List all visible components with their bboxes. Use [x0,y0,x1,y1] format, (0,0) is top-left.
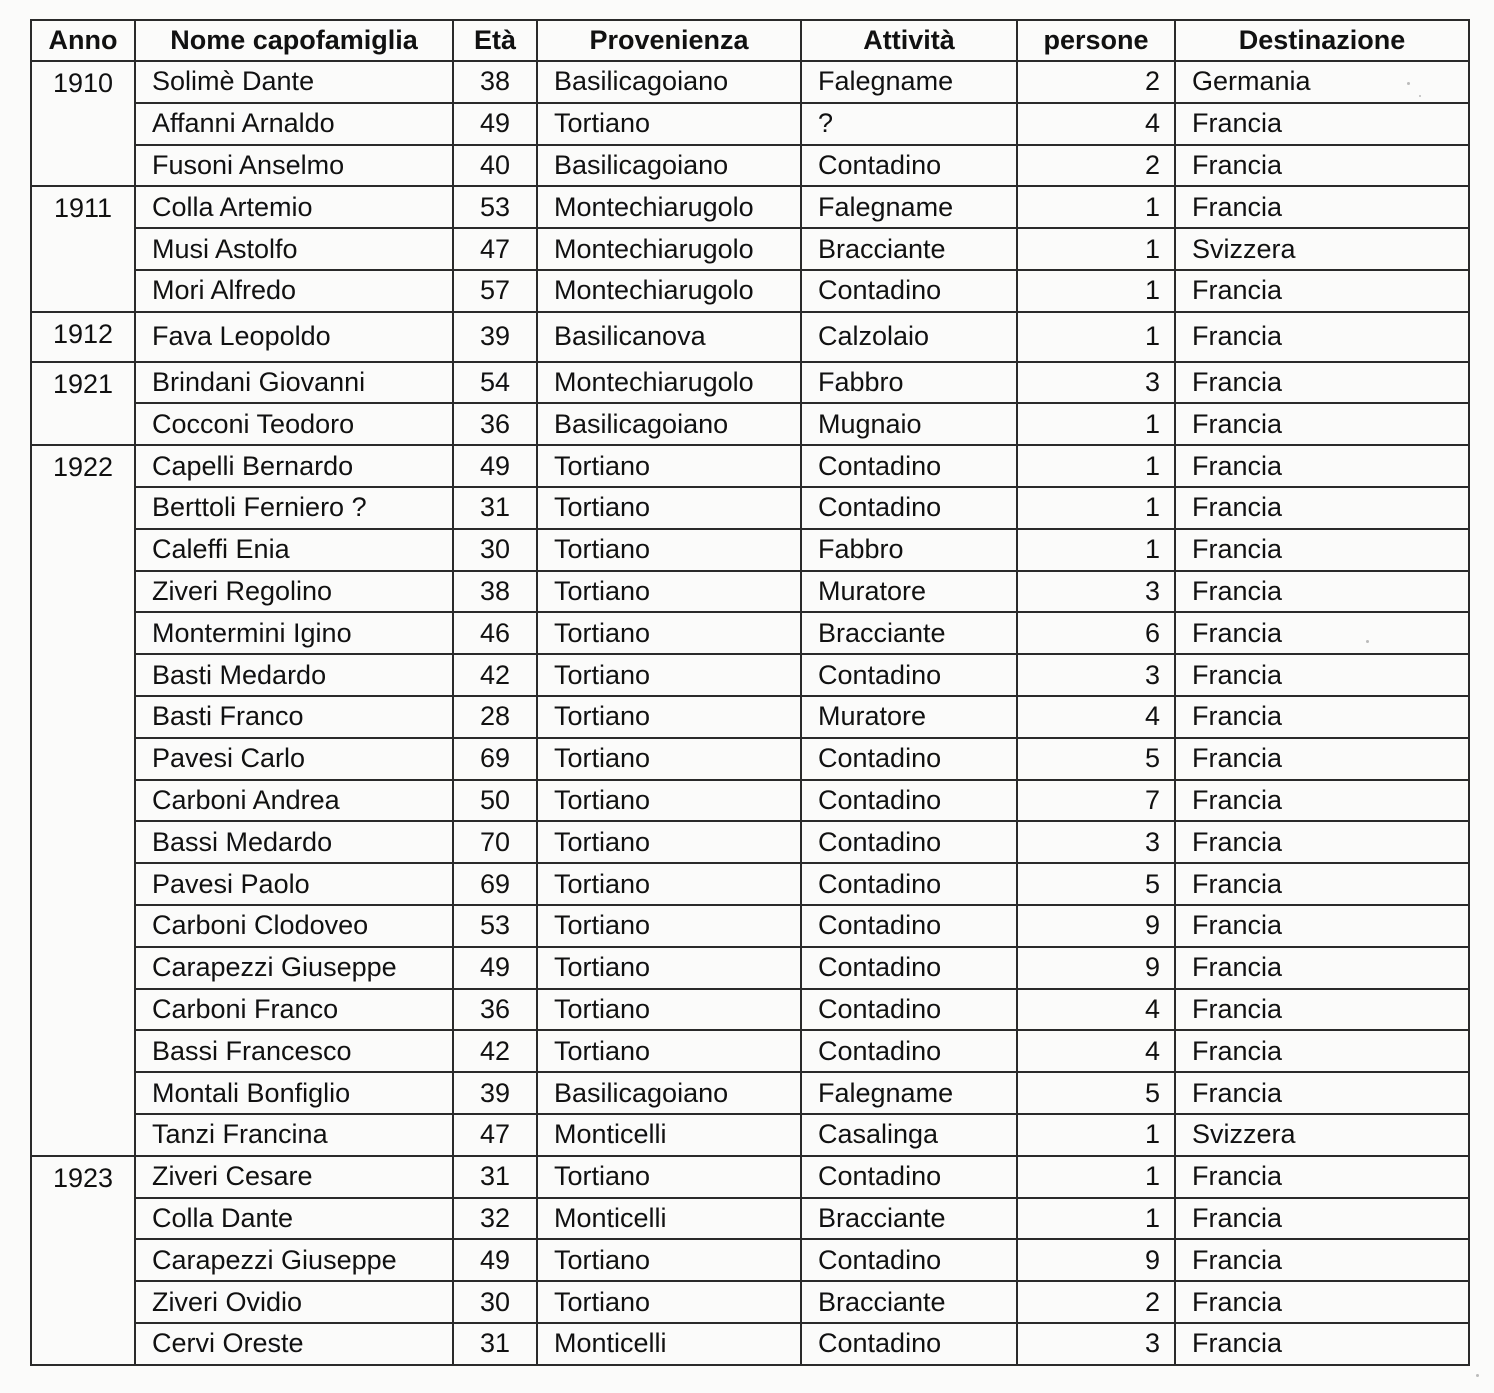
table-row [31,612,1469,654]
cell-eta: 38 [453,61,537,103]
table-row [31,1114,1469,1156]
cell-nome: Pavesi Carlo [135,738,453,780]
cell-eta: 47 [453,1114,537,1156]
header-anno: Anno [31,20,135,61]
table-row [31,738,1469,780]
table-row [31,654,1469,696]
cell-eta: 30 [453,529,537,571]
cell-eta: 40 [453,145,537,187]
cell-eta: 31 [453,1323,537,1365]
cell-eta: 38 [453,571,537,613]
cell-persone: 3 [1017,821,1175,863]
cell-destinazione: Francia [1175,1281,1469,1323]
scan-speck [1476,1374,1479,1377]
table-row [31,362,1469,404]
cell-destinazione: Francia [1175,989,1469,1031]
table-row [31,312,1469,362]
cell-provenienza: Tortiano [537,1156,801,1198]
cell-attivita: Calzolaio [801,312,1017,362]
cell-attivita: Muratore [801,696,1017,738]
cell-destinazione: Francia [1175,612,1469,654]
cell-persone: 6 [1017,612,1175,654]
cell-attivita: Falegname [801,186,1017,228]
cell-eta: 36 [453,403,537,445]
cell-attivita: Bracciante [801,1198,1017,1240]
cell-persone: 7 [1017,780,1175,822]
cell-destinazione: Svizzera [1175,1114,1469,1156]
cell-destinazione: Francia [1175,445,1469,487]
cell-persone: 1 [1017,529,1175,571]
cell-eta: 50 [453,780,537,822]
cell-provenienza: Basilicagoiano [537,61,801,103]
cell-attivita: Contadino [801,487,1017,529]
cell-eta: 70 [453,821,537,863]
cell-destinazione: Francia [1175,947,1469,989]
cell-destinazione: Francia [1175,654,1469,696]
cell-attivita: Contadino [801,445,1017,487]
cell-anno: 1921 [31,362,135,446]
table-row [31,61,1469,103]
cell-provenienza: Tortiano [537,947,801,989]
cell-nome: Ziveri Ovidio [135,1281,453,1323]
cell-attivita: Bracciante [801,612,1017,654]
table-row [31,1156,1469,1198]
table-row [31,1323,1469,1365]
cell-provenienza: Montechiarugolo [537,270,801,312]
cell-persone: 3 [1017,571,1175,613]
cell-persone: 3 [1017,362,1175,404]
cell-attivita: Bracciante [801,1281,1017,1323]
table-body [31,61,1469,1365]
table-row [31,445,1469,487]
cell-eta: 49 [453,1239,537,1281]
cell-destinazione: Francia [1175,1156,1469,1198]
cell-nome: Basti Medardo [135,654,453,696]
table-row [31,821,1469,863]
cell-nome: Carboni Franco [135,989,453,1031]
cell-eta: 53 [453,186,537,228]
cell-eta: 36 [453,989,537,1031]
cell-provenienza: Tortiano [537,103,801,145]
cell-provenienza: Tortiano [537,863,801,905]
cell-attivita: ? [801,103,1017,145]
cell-eta: 39 [453,1072,537,1114]
cell-destinazione: Francia [1175,103,1469,145]
cell-attivita: Contadino [801,1030,1017,1072]
table-header [31,20,1469,61]
cell-nome: Solimè Dante [135,61,453,103]
cell-destinazione: Francia [1175,145,1469,187]
cell-provenienza: Tortiano [537,571,801,613]
cell-eta: 42 [453,654,537,696]
cell-nome: Basti Franco [135,696,453,738]
cell-eta: 39 [453,312,537,362]
cell-anno: 1923 [31,1156,135,1365]
cell-destinazione: Francia [1175,529,1469,571]
cell-nome: Caleffi Enia [135,529,453,571]
cell-provenienza: Basilicagoiano [537,1072,801,1114]
table-row [31,103,1469,145]
cell-attivita: Contadino [801,1239,1017,1281]
cell-provenienza: Basilicagoiano [537,145,801,187]
cell-nome: Carapezzi Giuseppe [135,1239,453,1281]
cell-destinazione: Francia [1175,863,1469,905]
cell-persone: 1 [1017,487,1175,529]
cell-destinazione: Francia [1175,780,1469,822]
cell-provenienza: Tortiano [537,529,801,571]
cell-provenienza: Monticelli [537,1114,801,1156]
cell-persone: 4 [1017,696,1175,738]
cell-attivita: Fabbro [801,362,1017,404]
cell-provenienza: Tortiano [537,654,801,696]
cell-nome: Colla Dante [135,1198,453,1240]
cell-provenienza: Tortiano [537,1239,801,1281]
table-row [31,529,1469,571]
cell-persone: 2 [1017,1281,1175,1323]
cell-nome: Tanzi Francina [135,1114,453,1156]
cell-attivita: Falegname [801,61,1017,103]
cell-nome: Cervi Oreste [135,1323,453,1365]
table-row [31,1239,1469,1281]
cell-attivita: Contadino [801,654,1017,696]
table-row [31,571,1469,613]
cell-provenienza: Basilicanova [537,312,801,362]
cell-nome: Fusoni Anselmo [135,145,453,187]
header-row [31,20,1469,61]
header-attivita: Attività [801,20,1017,61]
cell-eta: 46 [453,612,537,654]
cell-provenienza: Tortiano [537,738,801,780]
cell-eta: 30 [453,1281,537,1323]
header-provenienza: Provenienza [537,20,801,61]
cell-nome: Carboni Clodoveo [135,905,453,947]
cell-persone: 1 [1017,1156,1175,1198]
cell-destinazione: Francia [1175,362,1469,404]
cell-nome: Mori Alfredo [135,270,453,312]
cell-attivita: Contadino [801,1156,1017,1198]
cell-nome: Brindani Giovanni [135,362,453,404]
cell-attivita: Contadino [801,863,1017,905]
cell-attivita: Falegname [801,1072,1017,1114]
cell-persone: 4 [1017,989,1175,1031]
cell-provenienza: Tortiano [537,821,801,863]
cell-provenienza: Monticelli [537,1198,801,1240]
cell-provenienza: Tortiano [537,445,801,487]
cell-provenienza: Tortiano [537,487,801,529]
cell-attivita: Contadino [801,145,1017,187]
cell-attivita: Contadino [801,1323,1017,1365]
cell-persone: 1 [1017,186,1175,228]
table-row [31,403,1469,445]
cell-persone: 2 [1017,61,1175,103]
cell-eta: 69 [453,863,537,905]
cell-nome: Montermini Igino [135,612,453,654]
table-row [31,863,1469,905]
cell-eta: 49 [453,947,537,989]
cell-persone: 4 [1017,103,1175,145]
cell-nome: Montali Bonfiglio [135,1072,453,1114]
cell-nome: Bassi Francesco [135,1030,453,1072]
cell-persone: 3 [1017,1323,1175,1365]
cell-nome: Carapezzi Giuseppe [135,947,453,989]
cell-provenienza: Tortiano [537,780,801,822]
cell-attivita: Casalinga [801,1114,1017,1156]
cell-nome: Affanni Arnaldo [135,103,453,145]
table-row [31,487,1469,529]
cell-persone: 4 [1017,1030,1175,1072]
cell-attivita: Contadino [801,270,1017,312]
cell-provenienza: Basilicagoiano [537,403,801,445]
cell-attivita: Contadino [801,989,1017,1031]
cell-destinazione: Francia [1175,738,1469,780]
cell-eta: 32 [453,1198,537,1240]
cell-attivita: Fabbro [801,529,1017,571]
table-row [31,780,1469,822]
cell-destinazione: Francia [1175,487,1469,529]
cell-nome: Carboni Andrea [135,780,453,822]
cell-nome: Ziveri Cesare [135,1156,453,1198]
cell-nome: Musi Astolfo [135,228,453,270]
cell-eta: 31 [453,1156,537,1198]
table-row [31,270,1469,312]
cell-destinazione: Francia [1175,1198,1469,1240]
cell-attivita: Contadino [801,947,1017,989]
cell-attivita: Contadino [801,821,1017,863]
cell-eta: 49 [453,445,537,487]
cell-persone: 2 [1017,145,1175,187]
cell-persone: 1 [1017,228,1175,270]
cell-destinazione: Francia [1175,1072,1469,1114]
cell-provenienza: Tortiano [537,1281,801,1323]
cell-persone: 1 [1017,1114,1175,1156]
cell-provenienza: Tortiano [537,612,801,654]
cell-anno: 1912 [31,312,135,362]
cell-provenienza: Montechiarugolo [537,362,801,404]
cell-nome: Fava Leopoldo [135,312,453,362]
cell-destinazione: Francia [1175,1323,1469,1365]
cell-persone: 9 [1017,1239,1175,1281]
cell-destinazione: Francia [1175,905,1469,947]
cell-destinazione: Francia [1175,312,1469,362]
cell-destinazione: Francia [1175,571,1469,613]
cell-attivita: Mugnaio [801,403,1017,445]
cell-destinazione: Germania [1175,61,1469,103]
cell-eta: 28 [453,696,537,738]
cell-persone: 1 [1017,1198,1175,1240]
table-row [31,905,1469,947]
cell-persone: 5 [1017,1072,1175,1114]
header-destinazione: Destinazione [1175,20,1469,61]
cell-persone: 5 [1017,863,1175,905]
cell-nome: Cocconi Teodoro [135,403,453,445]
emigration-table [30,19,1470,1366]
header-persone: persone [1017,20,1175,61]
cell-anno: 1922 [31,445,135,1156]
cell-persone: 1 [1017,445,1175,487]
table-row [31,947,1469,989]
table-row [31,186,1469,228]
cell-nome: Colla Artemio [135,186,453,228]
cell-destinazione: Francia [1175,403,1469,445]
cell-attivita: Contadino [801,905,1017,947]
cell-persone: 9 [1017,905,1175,947]
cell-eta: 42 [453,1030,537,1072]
table-row [31,1030,1469,1072]
table-row [31,989,1469,1031]
cell-provenienza: Tortiano [537,696,801,738]
cell-persone: 5 [1017,738,1175,780]
cell-eta: 49 [453,103,537,145]
cell-persone: 1 [1017,403,1175,445]
cell-nome: Berttoli Ferniero ? [135,487,453,529]
table-row [31,1281,1469,1323]
cell-nome: Bassi Medardo [135,821,453,863]
cell-anno: 1911 [31,186,135,311]
cell-attivita: Contadino [801,780,1017,822]
table-row [31,145,1469,187]
table-row [31,696,1469,738]
cell-destinazione: Svizzera [1175,228,1469,270]
cell-attivita: Muratore [801,571,1017,613]
cell-provenienza: Monticelli [537,1323,801,1365]
cell-anno: 1910 [31,61,135,186]
header-nome: Nome capofamiglia [135,20,453,61]
cell-destinazione: Francia [1175,1239,1469,1281]
cell-destinazione: Francia [1175,270,1469,312]
cell-nome: Ziveri Regolino [135,571,453,613]
cell-eta: 57 [453,270,537,312]
cell-persone: 1 [1017,270,1175,312]
cell-persone: 1 [1017,312,1175,362]
cell-attivita: Bracciante [801,228,1017,270]
table-row [31,1198,1469,1240]
cell-destinazione: Francia [1175,1030,1469,1072]
cell-provenienza: Montechiarugolo [537,228,801,270]
cell-eta: 47 [453,228,537,270]
cell-destinazione: Francia [1175,186,1469,228]
header-eta: Età [453,20,537,61]
cell-provenienza: Tortiano [537,905,801,947]
cell-provenienza: Tortiano [537,989,801,1031]
table-row [31,1072,1469,1114]
cell-persone: 9 [1017,947,1175,989]
cell-eta: 54 [453,362,537,404]
cell-persone: 3 [1017,654,1175,696]
cell-provenienza: Montechiarugolo [537,186,801,228]
cell-provenienza: Tortiano [537,1030,801,1072]
cell-eta: 31 [453,487,537,529]
cell-destinazione: Francia [1175,821,1469,863]
cell-eta: 53 [453,905,537,947]
cell-destinazione: Francia [1175,696,1469,738]
cell-nome: Pavesi Paolo [135,863,453,905]
table-row [31,228,1469,270]
cell-eta: 69 [453,738,537,780]
cell-attivita: Contadino [801,738,1017,780]
cell-nome: Capelli Bernardo [135,445,453,487]
